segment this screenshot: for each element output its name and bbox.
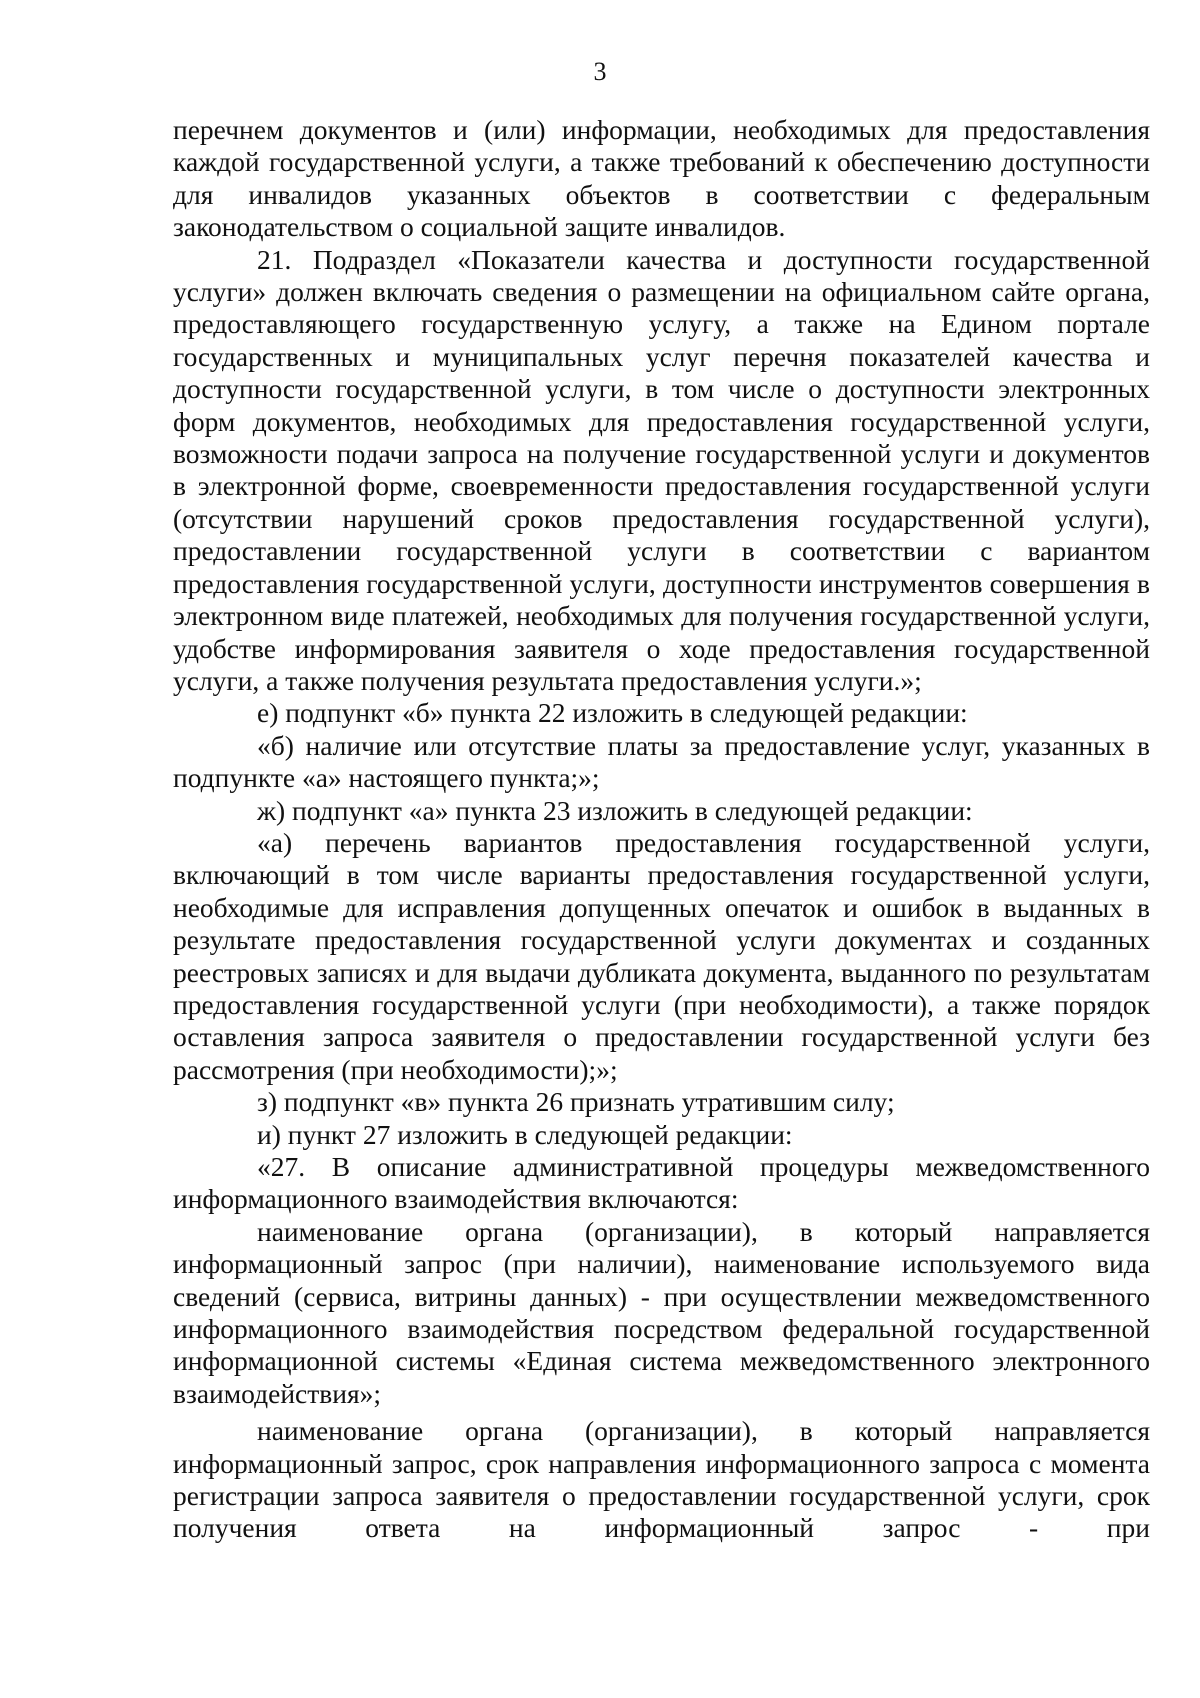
paragraph-item-21: 21. Подраздел «Показатели качества и доступности государственной услуги» должен включать сведения о размещении на официальном сайте органа, предоставляющего государственную услугу, а также на Едином портале государственных и муниципальных услуг перечня показателей качества и доступности государственной услуги, в том числе о доступности электронных форм документов, необходимых для предоставления государственной услуги, возможности подачи запроса на получение государственной услуги и документов в электронной форме, своевременности предоставления государственной услуги (отсутствии нарушений сроков предоставления государственной услуги), предоставлении государственной услуги в соответствии с вариантом предоставления государственной услуги, доступности инструментов совершения в электронном виде платежей, необходимых для получения государственной услуги, удобстве информирования заявителя о ходе предоставления государственной услуги, а также получения результата предоставления услуги.»;: [173, 243, 1150, 696]
paragraph-subitem-e: е) подпункт «б» пункта 22 изложить в следующей редакции:: [257, 697, 968, 729]
paragraph-item-27-first-bullet: наименование органа (организации), в который направляется информационный запрос (при наличии), наименование используемого вида сведений (сервиса, витрины данных) - при осуществлении межведомственного информационного взаимодействия посредством федеральной государственной информационной системы «Единая система межведомственного электронного взаимодействия»;: [173, 1215, 1150, 1409]
paragraph-subitem-i: и) пункт 27 изложить в следующей редакции:: [257, 1118, 793, 1150]
paragraph-quote-a: «а) перечень вариантов предоставления государственной услуги, включающий в том числе варианты предоставления государственной услуги, необходимые для исправления допущенных опечаток и ошибок в выданных в результате предоставления государственной услуги документах и созданных реестровых записях и для выдачи дубликата документа, выданного по результатам предоставления государственной услуги (при необходимости), а также порядок оставления запроса заявителя о предоставлении государственной услуги без рассмотрения (при необходимости);»;: [173, 826, 1150, 1085]
paragraph-continuation: перечнем документов и (или) информации, необходимых для предоставления каждой государственной услуги, а также требований к обеспечению доступности для инвалидов указанных объектов в соответствии с федеральным законодательством о социальной защите инвалидов.: [173, 114, 1150, 243]
paragraph-subitem-z: з) подпункт «в» пункта 26 признать утратившим силу;: [257, 1086, 895, 1118]
page-number: 3: [593, 57, 607, 86]
document-body: [173, 114, 1150, 1545]
paragraph-quote-b: «б) наличие или отсутствие платы за предоставление услуг, указанных в подпункте «а» настоящего пункта;»;: [173, 729, 1150, 794]
paragraph-item-27: «27. В описание административной процедуры межведомственного информационного взаимодействия включаются:: [173, 1151, 1150, 1215]
paragraph-subitem-zh: ж) подпункт «а» пункта 23 изложить в следующей редакции:: [257, 794, 973, 826]
paragraph-item-27-second-bullet: наименование органа (организации), в который направляется информационный запрос, срок направления информационного запроса с момента регистрации запроса заявителя о предоставлении государственной услуги, срок получения ответа на информационный запрос - при: [173, 1415, 1150, 1544]
